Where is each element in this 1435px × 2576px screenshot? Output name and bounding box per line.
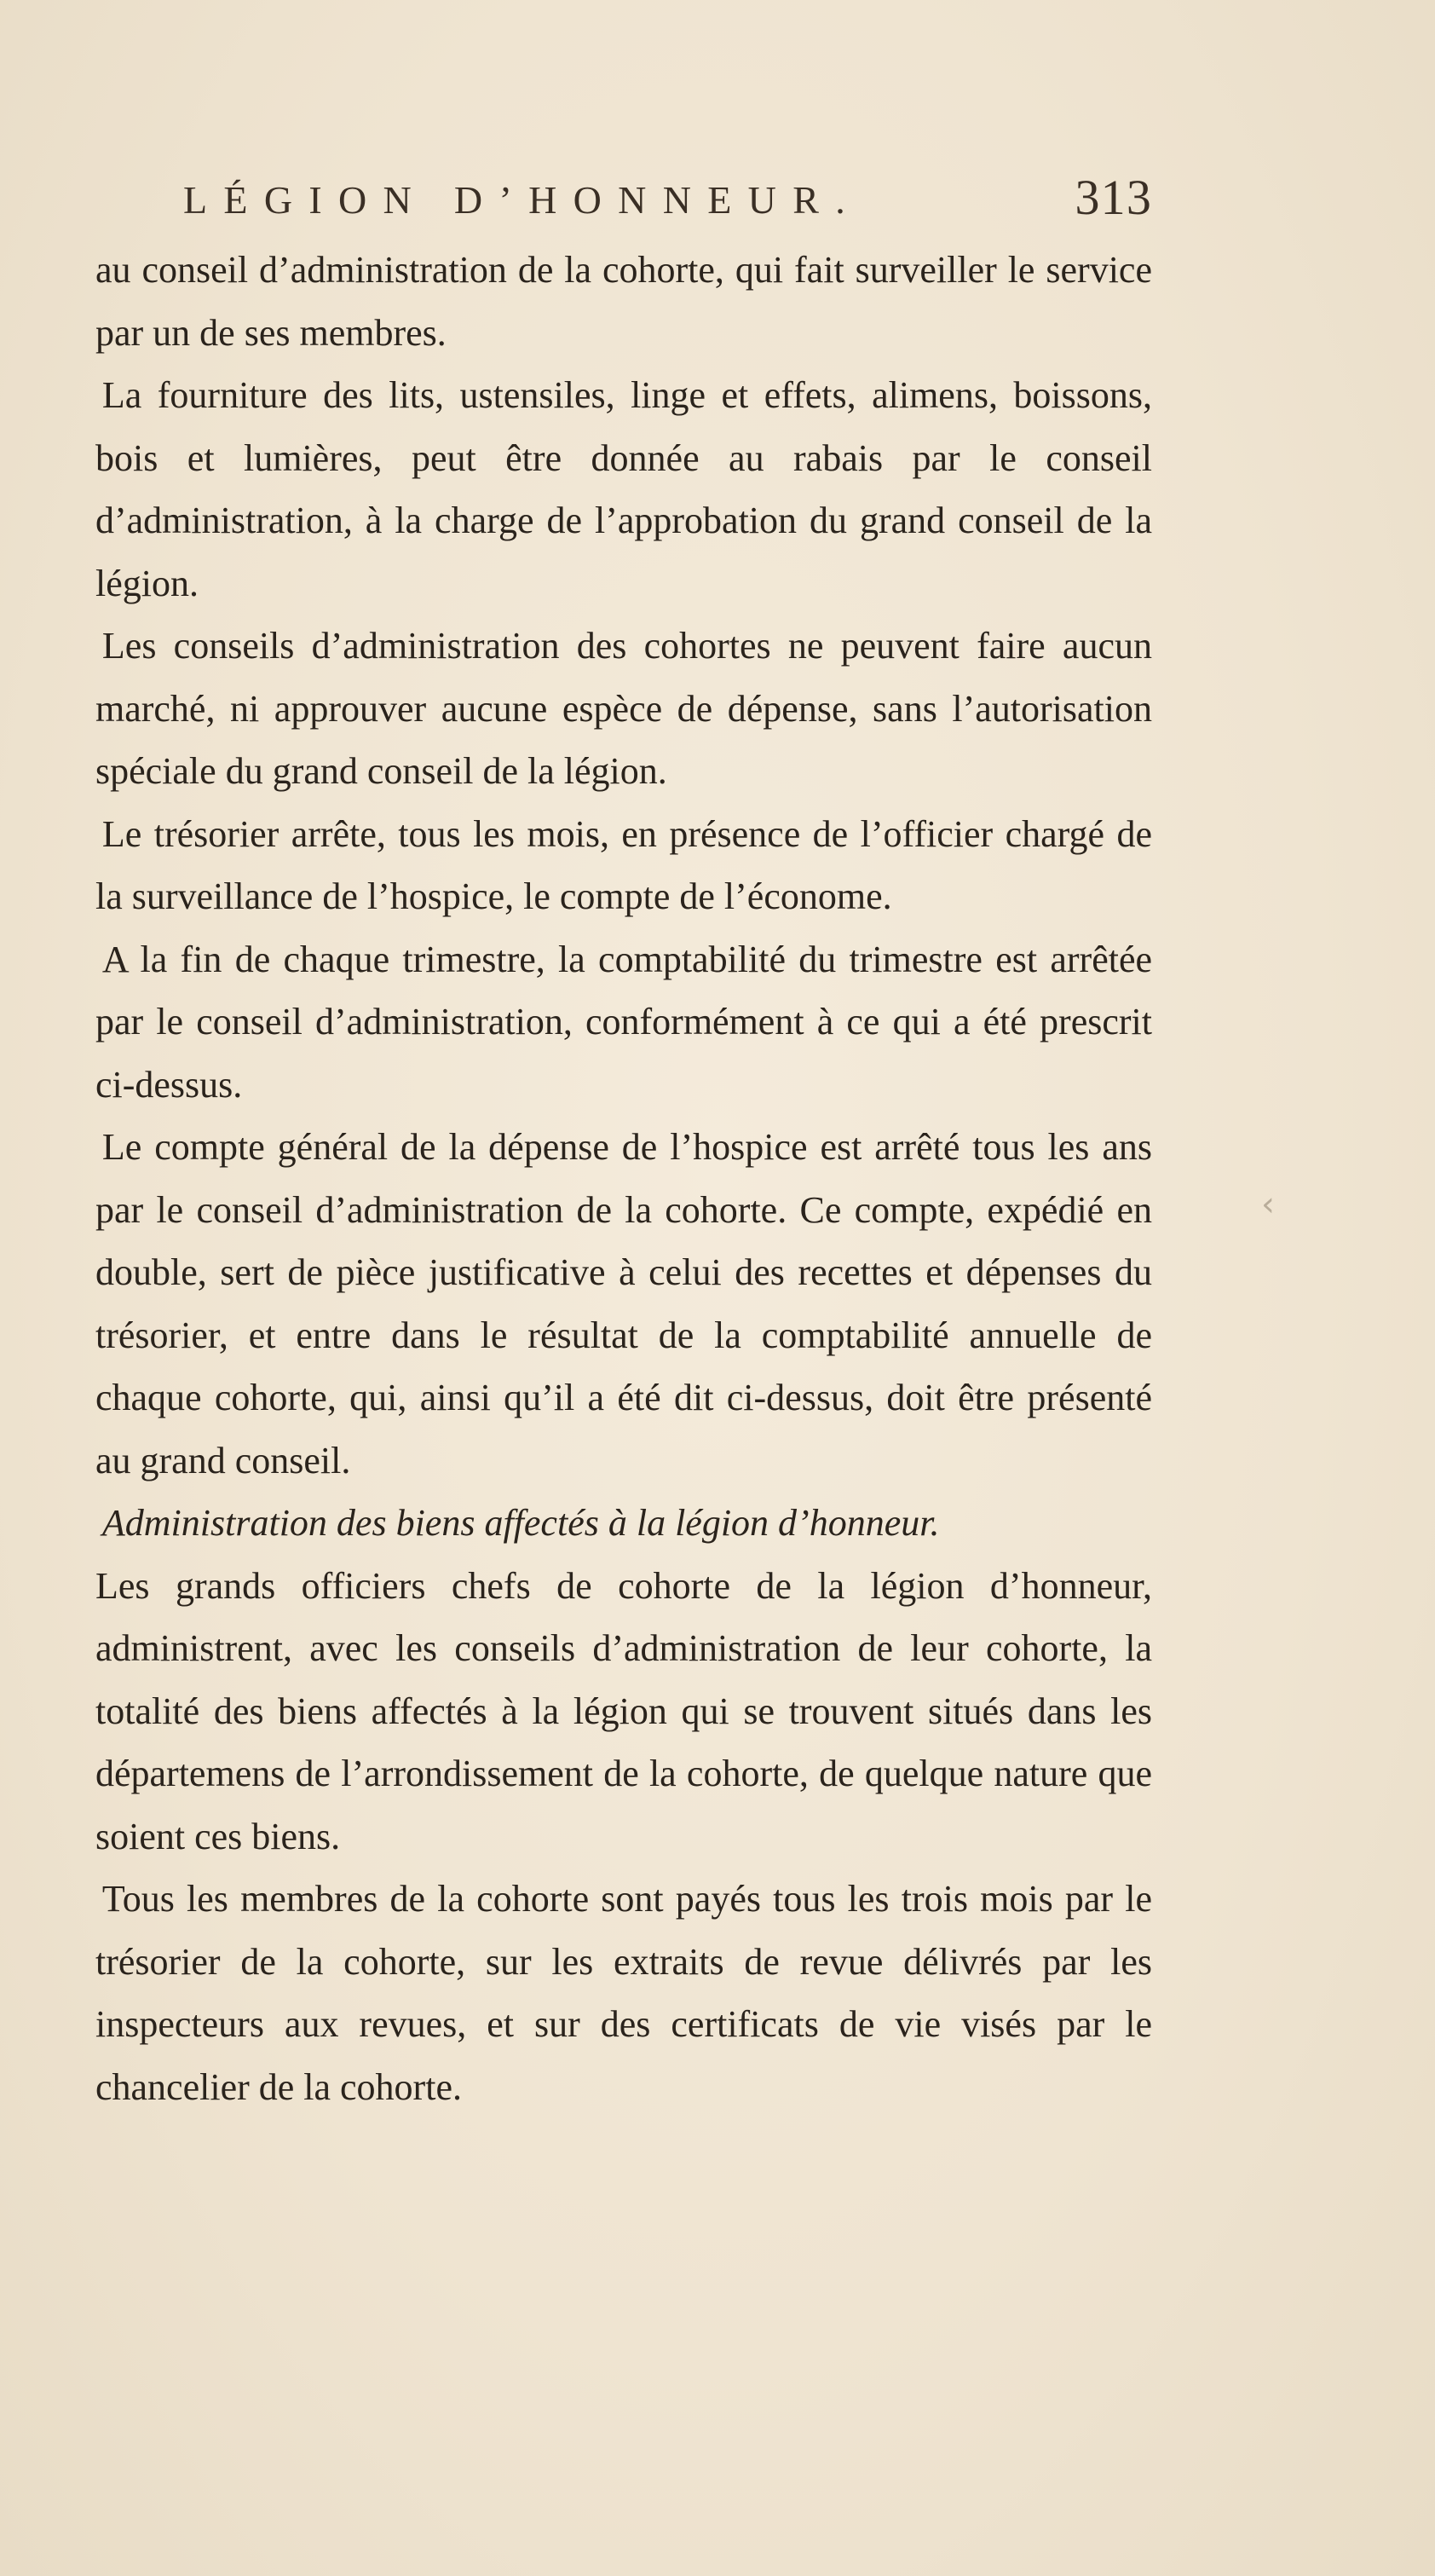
running-head	[95, 153, 1152, 239]
page-number: 313	[1075, 170, 1152, 225]
running-title: LÉGION D’HONNEUR.	[183, 178, 862, 222]
paragraph-continued: au conseil d’administration de la cohorte, qui fait surveiller le service par un de ses membres.	[95, 249, 1152, 354]
paragraph-trimestre: A la fin de chaque trimestre, la comptabilité du trimestre est arrêtée par le conseil d’administration, conformément à ce qui a été prescrit ci-dessus.	[95, 938, 1152, 1106]
paragraph-grands-officiers: Les grands officiers chefs de cohorte de la légion d’honneur, administrent, avec les conseils d’administration de leur cohorte, la totalité des biens affectés à la légion qui se trouvent situés dans les départemens de l’arrondissement de la cohorte, de quelque nature que soient ces biens.	[95, 1564, 1152, 1857]
paragraph-compte-general: Le compte général de la dépense de l’hospice est arrêté tous les ans par le conseil d’administration de la cohorte. Ce compte, expédié en double, sert de pièce justificative à celui des recettes et dépenses du trésorier, et entre dans le résultat de la comptabilité annuelle de chaque cohorte, qui, ainsi qu’il a été dit ci-dessus, doit être présenté au grand conseil.	[95, 1126, 1152, 1481]
paragraph-membres-payes: Tous les membres de la cohorte sont payés tous les trois mois par le trésorier de la cohorte, sur les extraits de revue délivrés par les inspecteurs aux revues, et sur des certificats de vie visés par le chancelier de la cohorte.	[95, 1878, 1152, 2108]
section-heading: Administration des biens affectés à la légion d’honneur.	[101, 1502, 940, 1544]
page-text-block	[95, 153, 1152, 2118]
paragraph-tresorier: Le trésorier arrête, tous les mois, en présence de l’officier chargé de la surveillance de l’hospice, le compte de l’économe.	[95, 812, 1152, 917]
paragraph-fourniture: La fourniture des lits, ustensiles, linge et effets, alimens, boissons, bois et lumières, peut être donnée au rabais par le conseil d’administration, à la charge de l’approbation du grand conseil de la légion.	[95, 374, 1152, 604]
page-wear-mark: ‹	[1261, 1185, 1275, 1224]
paragraph-conseils: Les conseils d’administration des cohortes ne peuvent faire aucun marché, ni approuver aucune espèce de dépense, sans l’autorisation spéciale du grand conseil de la légion.	[95, 625, 1152, 792]
